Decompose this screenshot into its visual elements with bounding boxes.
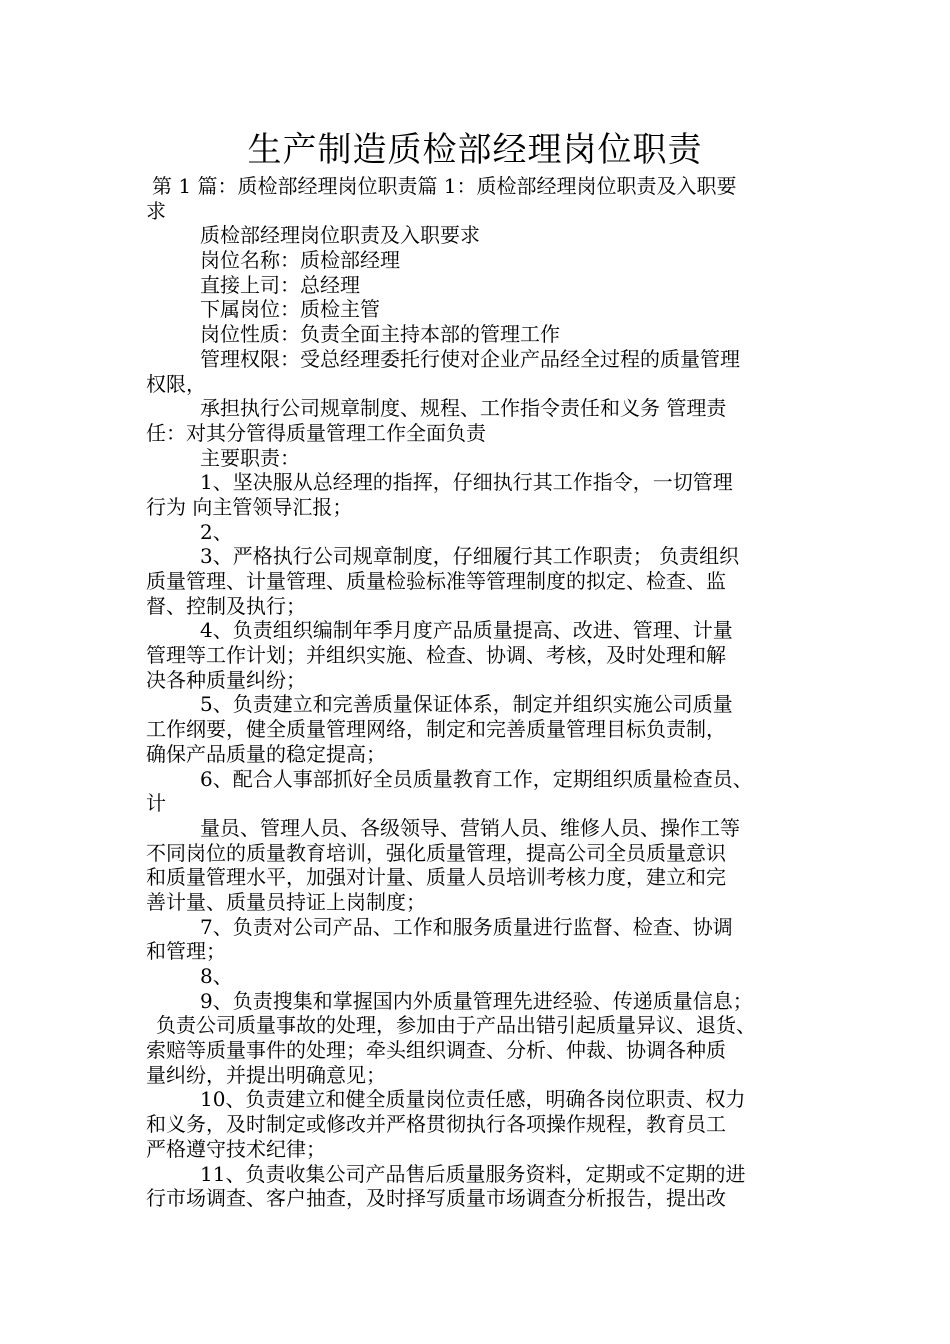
text-line: 求 xyxy=(146,198,166,223)
text-line: 管理权限：受总经理委托行使对企业产品经全过程的质量管理 xyxy=(200,346,740,371)
text-line: 10、负责建立和健全质量岗位责任感，明确各岗位职责、权力 xyxy=(200,1087,746,1112)
text-line: 工作纲要，健全质量管理网络，制定和完善质量管理目标负责制， xyxy=(146,717,726,742)
text-line: 和义务，及时制定或修改并严格贯彻执行各项操作规程，教育员工 xyxy=(146,1112,726,1137)
text-line: 和质量管理水平，加强对计量、质量人员培训考核力度，建立和完 xyxy=(146,865,726,890)
text-line: 7、负责对公司产品、工作和服务质量进行监督、检查、协调 xyxy=(200,914,733,939)
text-line: 决各种质量纠纷； xyxy=(146,667,306,692)
text-line: 任：对其分管得质量管理工作全面负责 xyxy=(146,420,486,445)
text-line: 下属岗位：质检主管 xyxy=(200,297,380,322)
text-line: 2、 xyxy=(200,519,233,544)
text-line: 6、配合人事部抓好全员质量教育工作，定期组织质量检查员、 xyxy=(200,766,753,791)
document-title: 生产制造质检部经理岗位职责 xyxy=(247,130,703,170)
text-line: 督、控制及执行； xyxy=(146,593,306,618)
document-body xyxy=(146,174,822,1211)
text-line: 1、坚决服从总经理的指挥，仔细执行其工作指令，一切管理 xyxy=(200,470,733,495)
text-line: 岗位名称：质检部经理 xyxy=(200,248,400,273)
text-line: 主要职责： xyxy=(200,445,300,470)
text-line: 11、负责收集公司产品售后质量服务资料，定期或不定期的进 xyxy=(200,1161,746,1186)
text-line: 量员、管理人员、各级领导、营销人员、维修人员、操作工等 xyxy=(200,815,740,840)
text-line: 量纠纷，并提出明确意见； xyxy=(146,1062,386,1087)
text-line: 行市场调查、客户抽查，及时择写质量市场调查分析报告，提出改 xyxy=(146,1186,726,1211)
text-line: 管理等工作计划；并组织实施、检查、协调、考核，及时处理和解 xyxy=(146,643,726,668)
text-line: 行为 向主管领导汇报； xyxy=(146,494,353,519)
text-line: 9、负责搜集和掌握国内外质量管理先进经验、传递质量信息； xyxy=(200,988,753,1013)
text-line: 计 xyxy=(146,791,166,816)
text-line: 质量管理、计量管理、质量检验标准等管理制度的拟定、检查、监 xyxy=(146,569,726,593)
text-line: 索赔等质量事件的处理；牵头组织调查、分析、仲裁、协调各种质 xyxy=(146,1038,726,1063)
text-line: 不同岗位的质量教育培训，强化质量管理，提高公司全员质量意识 xyxy=(146,840,726,865)
text-line: 5、负责建立和完善质量保证体系，制定并组织实施公司质量 xyxy=(200,692,733,717)
text-line: 直接上司：总经理 xyxy=(200,272,360,297)
text-line: 负责公司质量事故的处理，参加由于产品出错引起质量异议、退货、 xyxy=(156,1013,756,1038)
text-line: 第 1 篇：质检部经理岗位职责篇 1：质检部经理岗位职责及入职要 xyxy=(152,174,737,198)
text-line: 4、负责组织编制年季月度产品质量提高、改进、管理、计量 xyxy=(200,618,733,643)
text-line: 承担执行公司规章制度、规程、工作指令责任和义务 管理责 xyxy=(200,396,727,421)
text-line: 岗位性质：负责全面主持本部的管理工作 xyxy=(200,322,560,347)
text-line: 质检部经理岗位职责及入职要求 xyxy=(200,223,480,248)
text-line: 善计量、质量员持证上岗制度； xyxy=(146,889,426,914)
text-line: 3、严格执行公司规章制度，仔细履行其工作职责； 负责组织 xyxy=(200,544,740,569)
text-line: 确保产品质量的稳定提高； xyxy=(146,741,386,766)
text-line: 严格遵守技术纪律； xyxy=(146,1136,326,1161)
text-line: 8、 xyxy=(200,964,233,988)
text-line: 和管理； xyxy=(146,939,226,964)
text-line: 权限， xyxy=(146,371,206,396)
